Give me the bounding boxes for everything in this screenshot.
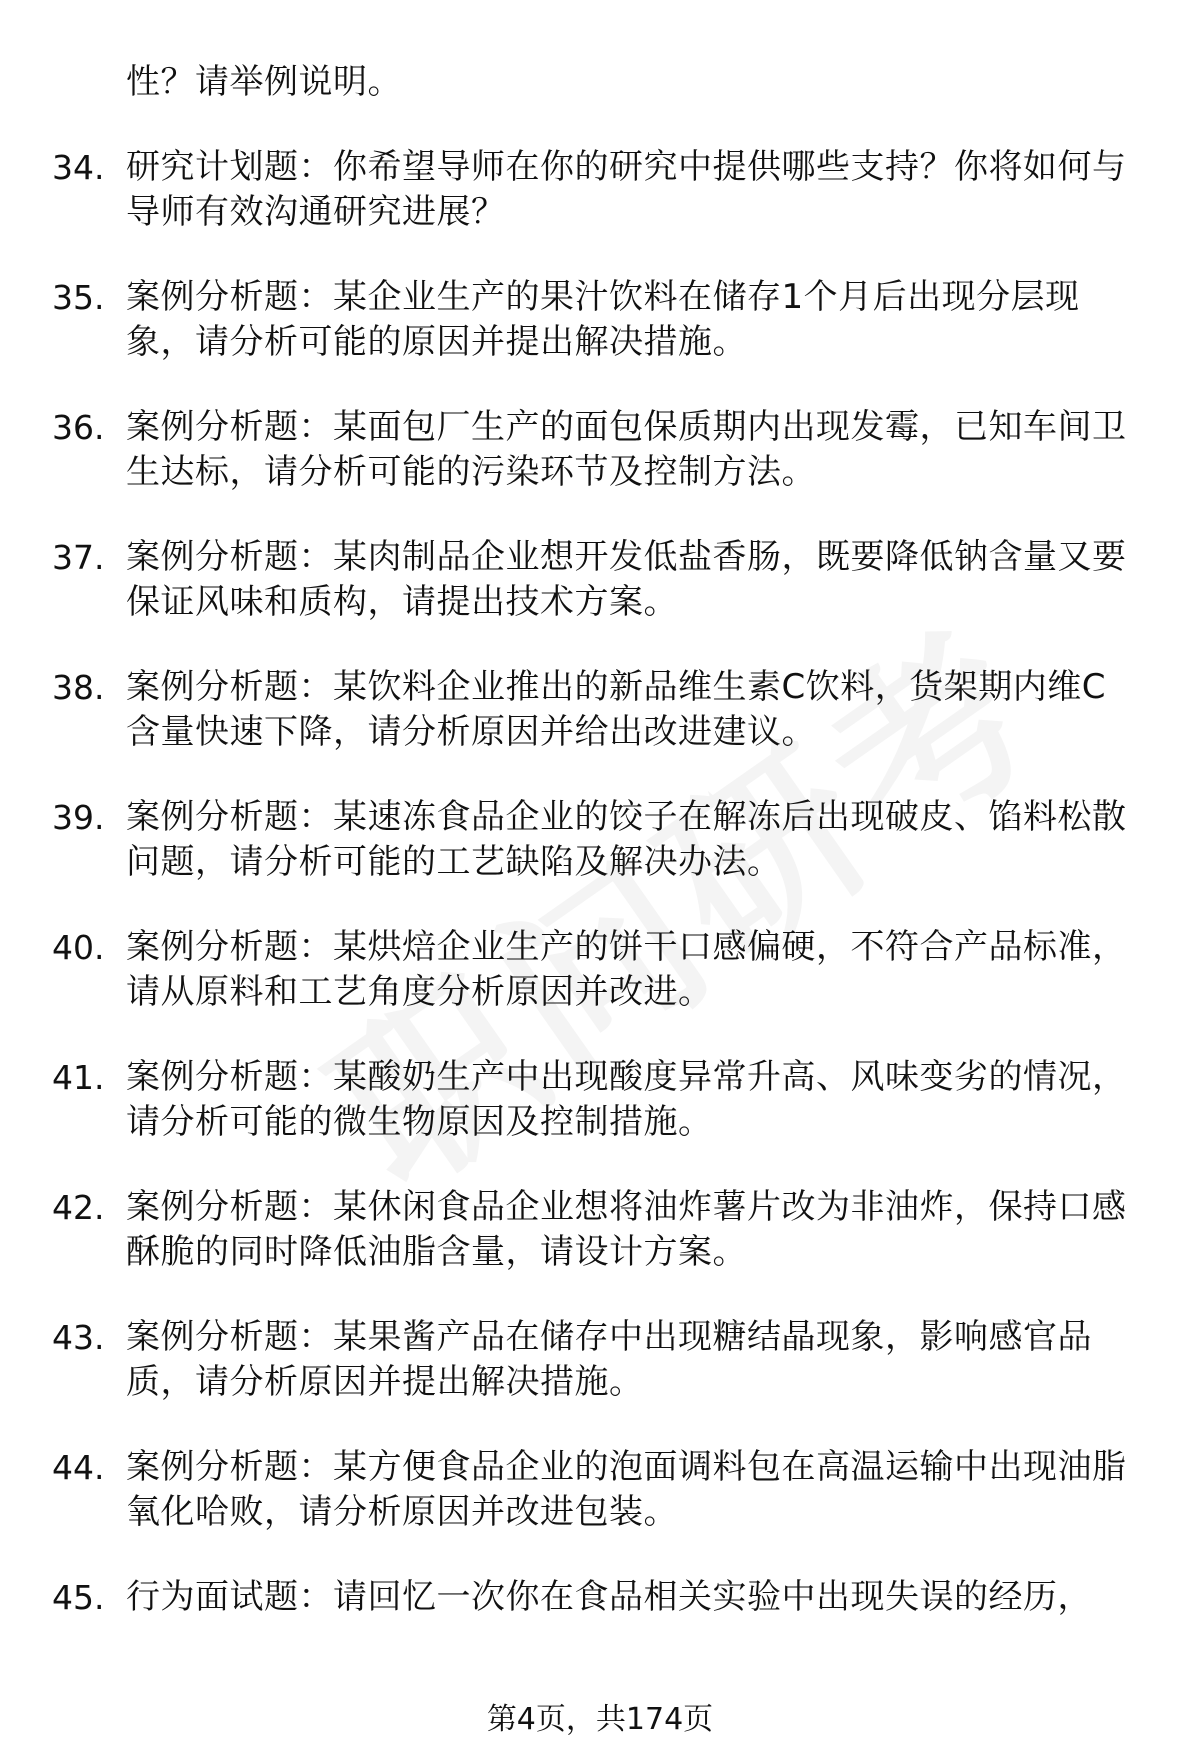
list-item [0,535,1200,625]
item-text: 案例分析题：某面包厂生产的面包保质期内出现发霉，已知车间卫生达标，请分析可能的污染环节及控制方法。 [126,407,1127,492]
item-text: 行为面试题：请回忆一次你在食品相关实验中出现失误的经历， [126,1577,1092,1617]
item-number: 40. [52,928,105,967]
item-number: 37. [52,538,105,577]
list-item [0,1445,1200,1535]
item-number: 35. [52,278,105,317]
list-item [0,1185,1200,1275]
item-text: 案例分析题：某肉制品企业想开发低盐香肠，既要降低钠含量又要保证风味和质构，请提出技术方案。 [126,537,1127,622]
item-text: 案例分析题：某休闲食品企业想将油炸薯片改为非油炸，保持口感酥脆的同时降低油脂含量，请设计方案。 [126,1187,1127,1272]
list-item [0,795,1200,885]
continued-text: 性？请举例说明。 [126,62,402,102]
item-text: 案例分析题：某饮料企业推出的新品维生素C饮料，货架期内维C含量快速下降，请分析原因并给出改进建议。 [126,667,1106,752]
list-item [0,665,1200,755]
list-item [0,1575,1200,1620]
item-number: 36. [52,408,105,447]
list-item [0,145,1200,235]
item-text: 案例分析题：某酸奶生产中出现酸度异常升高、风味变劣的情况，请分析可能的微生物原因及控制措施。 [126,1057,1127,1142]
item-text: 案例分析题：某方便食品企业的泡面调料包在高温运输中出现油脂氧化哈败，请分析原因并改进包装。 [126,1447,1127,1532]
item-number: 41. [52,1058,105,1097]
item-text: 案例分析题：某企业生产的果汁饮料在储存1个月后出现分层现象，请分析可能的原因并提出解决措施。 [126,277,1080,362]
item-number: 44. [52,1448,105,1487]
item-text: 研究计划题：你希望导师在你的研究中提供哪些支持？你将如何与导师有效沟通研究进展？ [126,147,1127,232]
item-text: 案例分析题：某烘焙企业生产的饼干口感偏硬，不符合产品标准，请从原料和工艺角度分析原因并改进。 [126,927,1127,1012]
question-list [0,60,1200,1660]
list-item [0,925,1200,1015]
item-number: 43. [52,1318,105,1357]
list-item [0,405,1200,495]
item-number: 38. [52,668,105,707]
list-item [0,1055,1200,1145]
item-number: 42. [52,1188,105,1227]
item-number: 39. [52,798,105,837]
item-number: 34. [52,148,105,187]
list-item [0,275,1200,365]
item-number: 45. [52,1578,105,1617]
list-item [0,1315,1200,1405]
item-text: 案例分析题：某果酱产品在储存中出现糖结晶现象，影响感官品质，请分析原因并提出解决措施。 [126,1317,1092,1402]
page-footer: 第4页，共174页 [486,1702,714,1737]
item-text: 案例分析题：某速冻食品企业的饺子在解冻后出现破皮、馅料松散问题，请分析可能的工艺缺陷及解决办法。 [126,797,1127,882]
